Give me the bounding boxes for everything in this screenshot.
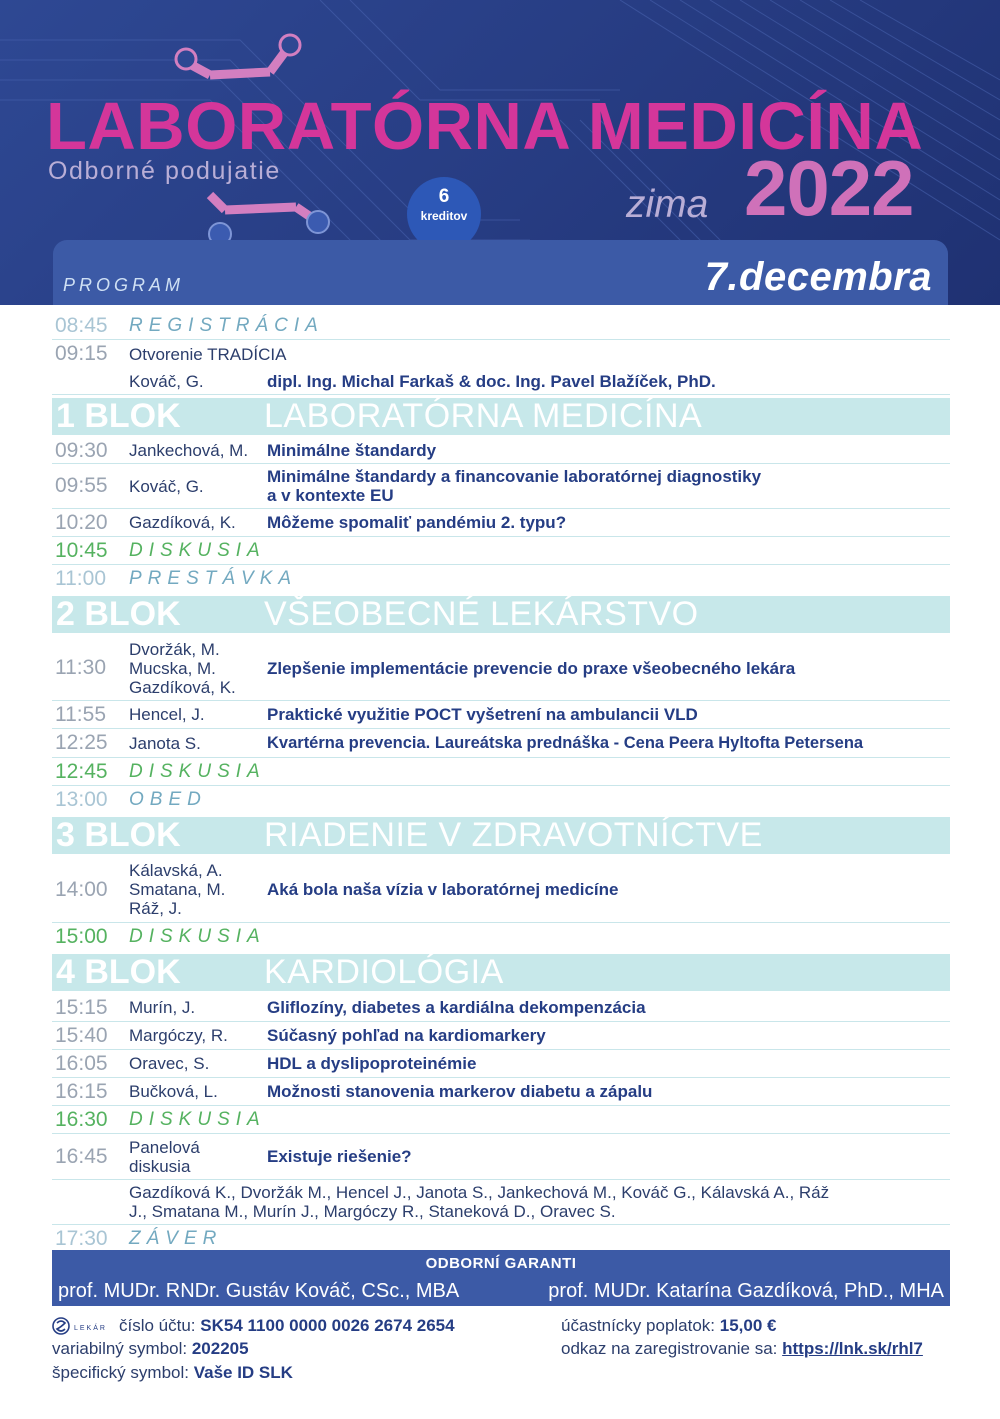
schedule-row [52,1180,950,1225]
program-schedule [52,313,950,1252]
speaker-name: diskusia [129,1156,191,1176]
speaker: Oravec, S. [129,1054,210,1073]
account-label: číslo účtu: [119,1316,196,1335]
speaker-name: Dvoržák, M. [129,639,220,659]
schedule-row [52,509,950,537]
guarantors-box [52,1250,950,1306]
discussion-label: DISKUSIA [129,760,266,782]
registration-link-row [561,1339,923,1359]
schedule-row [52,368,950,395]
block-title: LABORATÓRNA MEDICÍNA [264,397,703,435]
block-number: 3 BLOK [56,816,181,854]
participant-fee [561,1316,777,1336]
payment-info [52,1314,950,1394]
talk-title: Súčasný pohľad na kardiomarkery [267,1026,546,1045]
credits-label: kreditov [420,209,468,223]
time: 16:30 [55,1107,108,1131]
talk-title: Minimálne štandardy [267,441,437,460]
lekar-logo-icon [52,1316,120,1336]
time: 11:55 [55,702,106,726]
time: 09:55 [55,474,108,497]
schedule-row [52,1106,950,1134]
register-link[interactable]: https://lnk.sk/rhl7 [782,1339,923,1358]
talk-title: HDL a dyslipoproteinémie [267,1054,477,1073]
speaker-name: Kálavská, A. [129,861,223,880]
schedule-row [52,438,950,464]
schedule-row [52,1022,950,1050]
block-title: KARDIOLÓGIA [264,953,504,991]
speaker: Margóczy, R. [129,1026,228,1045]
time: 15:15 [55,995,108,1019]
specific-value: Vaše ID SLK [193,1363,293,1382]
event-date: 7.decembra [704,255,932,299]
schedule-row [52,994,950,1022]
schedule-row [52,636,950,701]
talk-title: Aká bola naša vízia v laboratórnej medicíne [267,880,619,899]
time: 11:00 [55,567,106,590]
time: 15:40 [55,1023,108,1047]
schedule-row [52,923,950,951]
talk-title: Gliflozíny, diabetes a kardiálna dekompenzácia [267,998,646,1017]
speaker: Janota S. [129,733,201,753]
schedule-row [52,1225,950,1252]
time: 11:30 [55,656,106,679]
guarantor-name: prof. MUDr. RNDr. Gustáv Kováč, CSc., MBA [58,1280,460,1302]
speaker: Murín, J. [129,998,196,1017]
time: 10:20 [55,510,108,534]
schedule-row [52,701,950,729]
program-label: PROGRAM [63,275,185,295]
schedule-row [52,758,950,786]
schedule-row [52,786,950,814]
speaker-name: Gazdíková, K. [129,677,236,697]
discussion-label: DISKUSIA [129,539,266,561]
schedule-row [52,729,950,758]
panel-participants [129,1183,829,1221]
speaker: Jankechová, M. [129,441,249,460]
speaker: Bučková, L. [129,1082,218,1101]
speaker: Hencel, J. [129,705,205,724]
time: 14:00 [55,877,108,901]
schedule-row [52,340,950,368]
time: 09:15 [55,342,108,365]
event-title: LABORATÓRNA MEDICÍNA [46,89,924,164]
block-header [52,596,950,633]
season-label: zima [626,183,709,226]
credits-number: 6 [438,186,450,207]
time: 13:00 [55,788,108,811]
talk-title: Praktické využitie POCT vyšetrení na ambulancii VLD [267,705,698,724]
speaker [129,640,267,697]
block-title: RIADENIE V ZDRAVOTNÍCTVE [264,816,763,854]
variable-symbol [52,1339,249,1359]
block-header [52,954,950,991]
variable-value: 202205 [191,1339,249,1358]
specific-symbol [52,1363,293,1383]
closing-label: ZÁVER [129,1227,223,1249]
talk-title: Kvartérna prevencia. Laureátska prednáška - Cena Peera Hyltofta Petersena [267,733,864,752]
panel-participants-line: J., Smatana M., Murín J., Margóczy R., Staneková D., Oravec S. [129,1202,616,1221]
variable-label: variabilný symbol: [52,1339,188,1358]
schedule-row [52,464,950,509]
talk-title: Možnosti stanovenia markerov diabetu a zápalu [267,1082,653,1101]
block-title: VŠEOBECNÉ LEKÁRSTVO [264,595,699,633]
discussion-label: DISKUSIA [129,926,266,947]
discussion-label: DISKUSIA [129,1108,266,1130]
block-header [52,398,950,435]
speaker [129,861,267,918]
time: 08:45 [55,314,108,337]
time: 17:30 [55,1226,108,1250]
schedule-row [52,857,950,923]
schedule-row [52,1134,950,1180]
event-subtitle: Odborné podujatie [48,157,281,185]
registration-label: REGISTRÁCIA [129,315,324,336]
speaker-name: Ráž, J. [129,899,182,918]
panel-participants-line: Gazdíková K., Dvoržák M., Hencel J., Janota S., Jankechová M., Kováč G., Kálavská A., Ráž [129,1183,830,1202]
speaker: Gazdíková, K. [129,513,236,532]
time: 10:45 [55,538,108,562]
speaker-name: Panelová [129,1137,200,1157]
speaker-name: Mucska, M. [129,658,216,678]
schedule-row [52,1078,950,1106]
time: 15:00 [55,925,108,948]
block-number: 2 BLOK [56,595,181,633]
talk-title: dipl. Ing. Michal Farkaš & doc. Ing. Pavel Blažíček, PhD. [267,371,716,391]
opening-title: Otvorenie TRADÍCIA [129,344,287,364]
schedule-row [52,313,950,340]
time: 12:45 [55,759,108,783]
time: 16:05 [55,1051,108,1075]
talk-title: Zlepšenie implementácie prevencie do praxe všeobecného lekára [267,658,796,678]
guarantors-heading: ODBORNÍ GARANTI [425,1255,577,1272]
speaker: Kováč, G. [129,371,204,391]
guarantor-name: prof. MUDr. Katarína Gazdíková, PhD., MHA [548,1280,944,1302]
speaker: Kováč, G. [129,476,204,496]
lunch-label: OBED [129,789,207,810]
schedule-row [52,565,950,593]
talk-title [267,467,950,505]
talk-title: Existuje riešenie? [267,1147,412,1166]
header-banner [0,0,1000,305]
talk-title: Môžeme spomaliť pandémiu 2. typu? [267,513,567,532]
speaker-name: Smatana, M. [129,880,226,899]
specific-label: špecifický symbol: [52,1363,189,1382]
account-number [119,1316,455,1336]
fee-label: účastnícky poplatok: [561,1316,716,1335]
year-label: 2022 [744,144,914,232]
lekar-logo [52,1316,122,1336]
time: 12:25 [55,731,108,754]
register-label: odkaz na zaregistrovanie sa: [561,1339,778,1358]
time: 16:15 [55,1079,108,1103]
schedule-row [52,1050,950,1078]
schedule-row [52,537,950,565]
time: 09:30 [55,438,108,462]
talk-title-line: a v kontexte EU [267,486,394,505]
fee-value: 15,00 € [719,1316,777,1335]
account-value: SK54 1100 0000 0026 2674 2654 [200,1316,455,1335]
svg-text:LEKÁR: LEKÁR [74,1325,107,1332]
speaker [129,1138,267,1176]
time: 16:45 [55,1144,108,1168]
block-number: 4 BLOK [56,953,181,991]
block-number: 1 BLOK [56,397,181,435]
block-header [52,817,950,854]
talk-title-line: Minimálne štandardy a financovanie laboratórnej diagnostiky [267,467,762,486]
break-label: PRESTÁVKA [129,568,298,589]
